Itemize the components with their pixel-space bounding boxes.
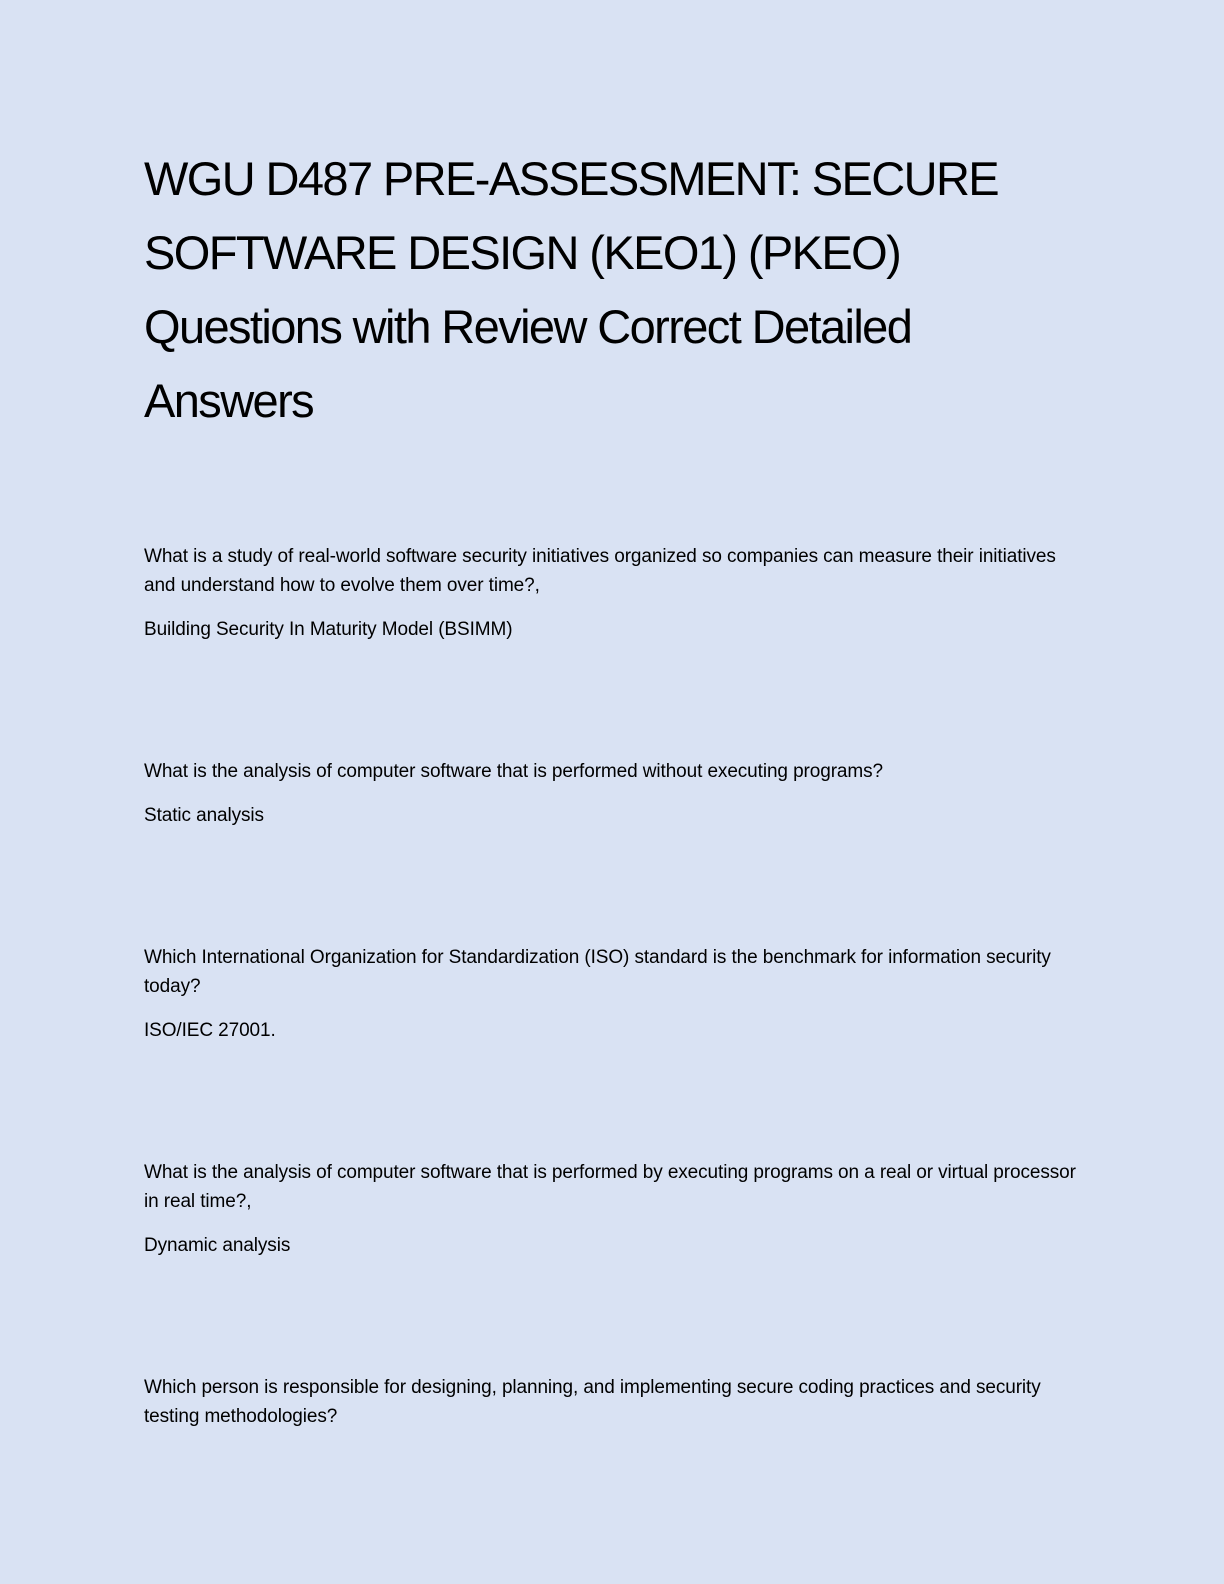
answer-text: Static analysis bbox=[144, 805, 264, 826]
question-text: What is the analysis of computer software that is performed by executing programs on a real or virtual processor in real time?, bbox=[144, 1162, 1076, 1212]
qa-item bbox=[144, 1158, 1084, 1260]
question-text: What is a study of real-world software security initiatives organized so companies can measure their initiatives and understand how to evolve them over time?, bbox=[144, 546, 1056, 596]
answer-text: Dynamic analysis bbox=[144, 1235, 291, 1256]
qa-item bbox=[144, 757, 1084, 830]
qa-item bbox=[144, 1373, 1084, 1431]
answer-text: ISO/IEC 27001. bbox=[144, 1020, 276, 1041]
question-text: Which International Organization for Standardization (ISO) standard is the benchmark for information security today? bbox=[144, 947, 1051, 997]
question-text: What is the analysis of computer software that is performed without executing programs? bbox=[144, 761, 883, 782]
question-text: Which person is responsible for designing, planning, and implementing secure coding practices and security testing methodologies? bbox=[144, 1377, 1041, 1427]
qa-list bbox=[144, 542, 1084, 1431]
qa-item bbox=[144, 943, 1084, 1045]
document-page bbox=[144, 142, 1084, 1544]
document-title: WGU D487 PRE-ASSESSMENT: SECURE SOFTWARE DESIGN (KEO1) (PKEO) Questions with Review Correct Detailed Answers bbox=[144, 152, 999, 427]
answer-text: Building Security In Maturity Model (BSIMM) bbox=[144, 619, 513, 640]
qa-item bbox=[144, 542, 1084, 644]
